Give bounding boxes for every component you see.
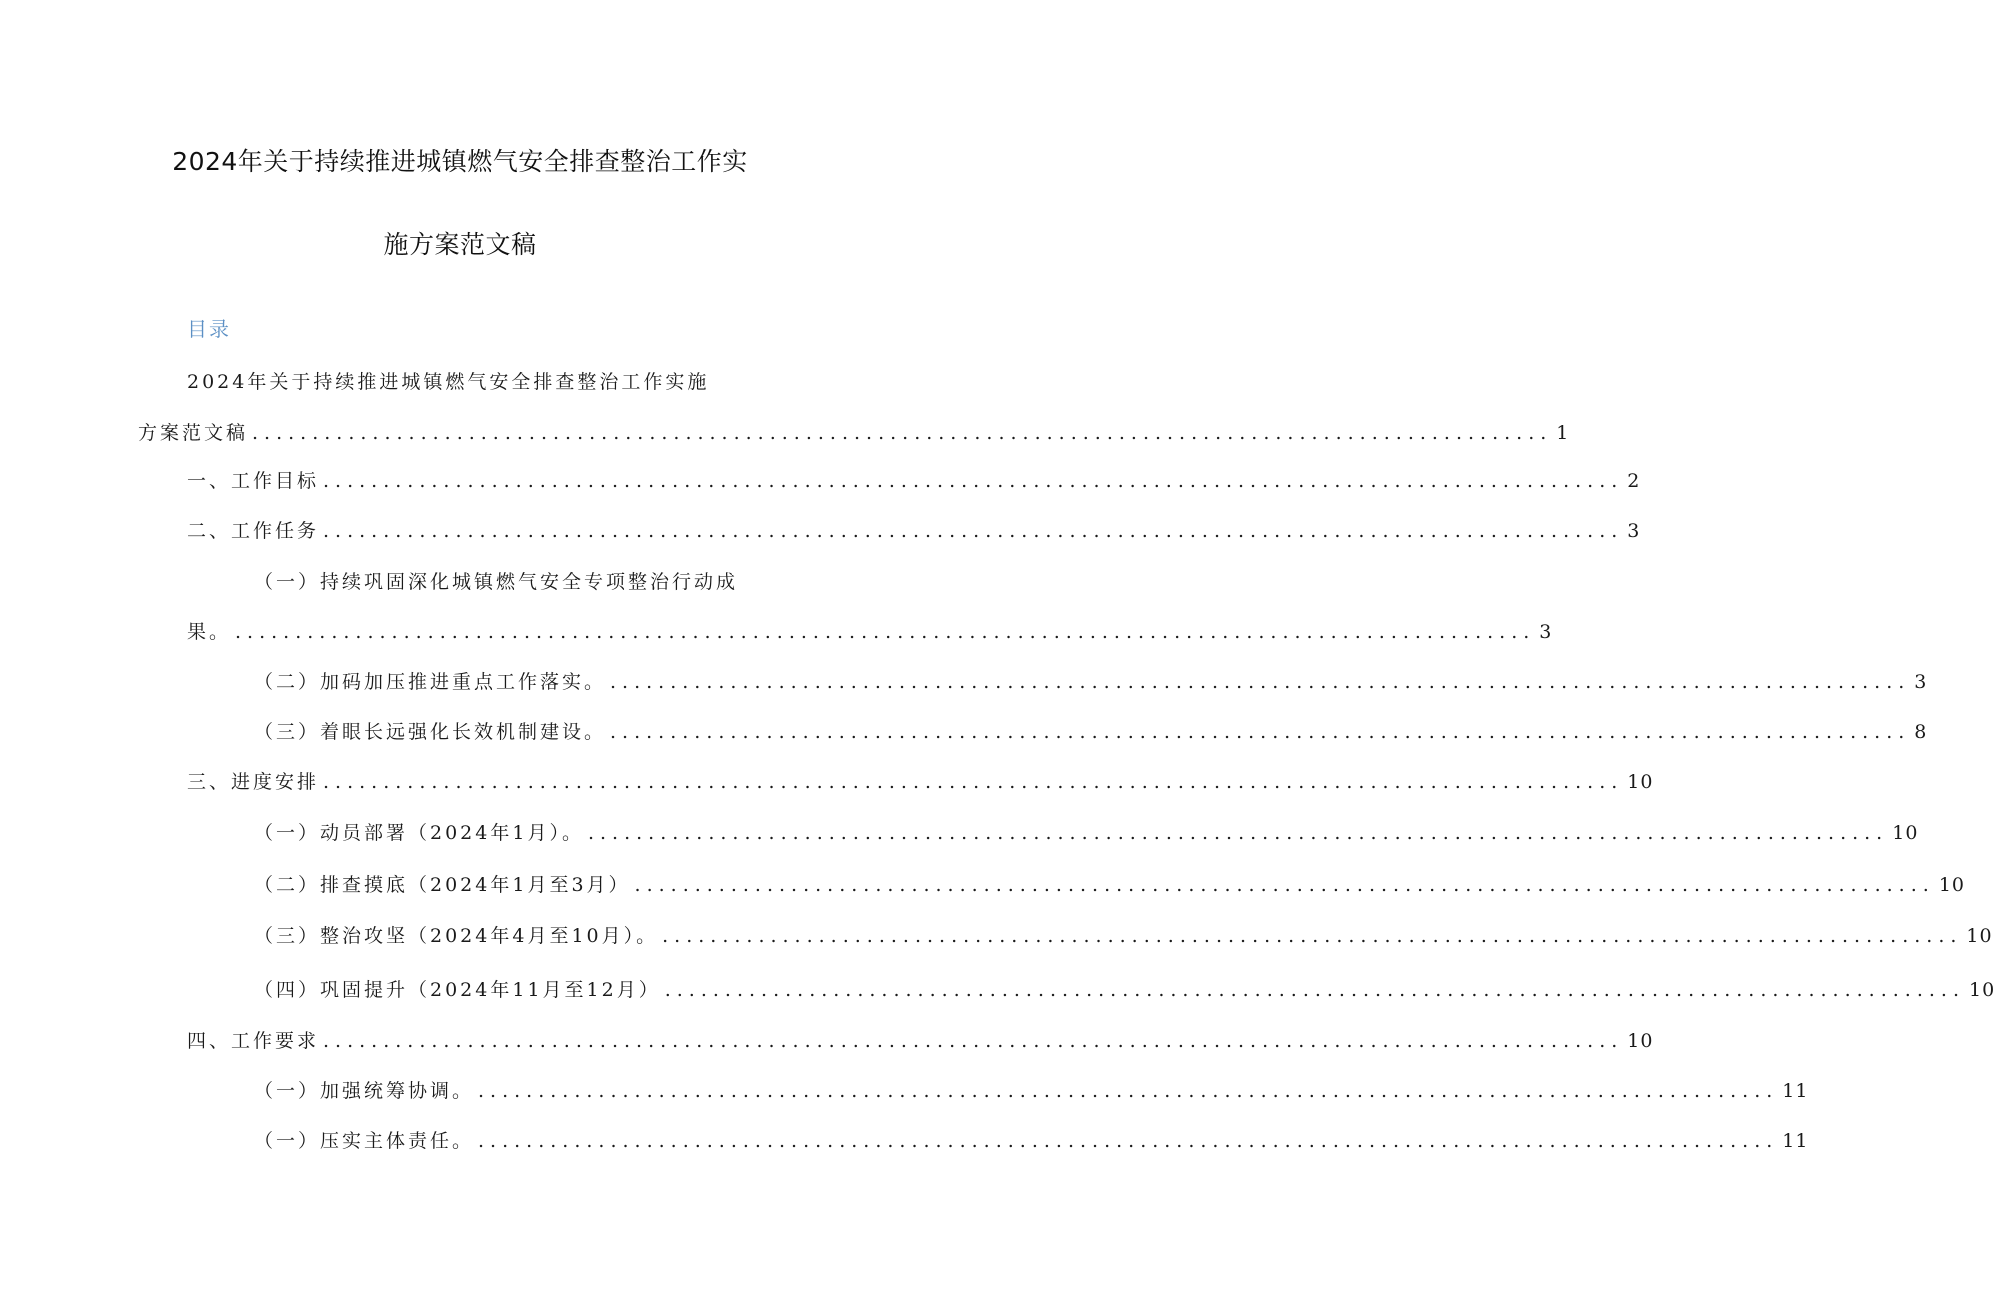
dot-leader: ............................................................................................................: [252, 422, 1553, 444]
toc-heading[interactable]: 目录: [187, 317, 231, 341]
toc-entry-7[interactable]: [254, 818, 1919, 846]
toc-entry-label: 方案范文稿: [138, 422, 249, 444]
dot-leader: ............................................................................................................: [323, 520, 1624, 542]
toc-entry-page: 11: [1782, 1080, 1809, 1102]
dot-leader: ............................................................................................................: [610, 721, 1911, 743]
toc-entry-page: 3: [1627, 520, 1641, 542]
toc-entry-page: 10: [1969, 979, 1995, 1001]
toc-entry-3[interactable]: [187, 617, 1553, 645]
dot-leader: ............................................................................................................: [587, 822, 1889, 844]
toc-entry-label: （二）加码加压推进重点工作落实。: [254, 671, 607, 693]
toc-entry-label: （一）加强统筹协调。: [254, 1080, 475, 1102]
toc-entry-8[interactable]: [254, 870, 1965, 898]
toc-entry-11[interactable]: [187, 1026, 1654, 1054]
toc-entry-9[interactable]: [254, 921, 1993, 949]
toc-entry-label: 三、进度安排: [187, 771, 320, 793]
dot-leader: ............................................................................................................: [323, 771, 1624, 793]
toc-entry-page: 3: [1914, 671, 1928, 693]
toc-entry-page: 11: [1782, 1130, 1809, 1152]
toc-entry-0-line-1[interactable]: 2024年关于持续推进城镇燃气安全排查整治工作实施: [187, 371, 710, 393]
toc-entry-label: 四、工作要求: [187, 1030, 320, 1052]
toc-entry-label: 二、工作任务: [187, 520, 320, 542]
toc-entry-page: 10: [1892, 822, 1919, 844]
dot-leader: ............................................................................................................: [323, 1030, 1624, 1052]
document-title-line-1: 2024年关于持续推进城镇燃气安全排查整治工作实: [172, 147, 748, 176]
toc-entry-label: （四）巩固提升（2024年11月至12月）: [254, 979, 661, 1001]
toc-entry-13[interactable]: [254, 1126, 1809, 1154]
toc-entry-label: （三）整治攻坚（2024年4月至10月）。: [254, 925, 659, 947]
toc-entry-page: 10: [1938, 874, 1965, 896]
toc-entry-6[interactable]: [187, 767, 1654, 795]
toc-entry-label: （一）压实主体责任。: [254, 1130, 475, 1152]
toc-entry-label: （二）排查摸底（2024年1月至3月）: [254, 874, 631, 896]
toc-entry-4[interactable]: [254, 667, 1928, 695]
toc-entry-2[interactable]: [187, 516, 1641, 544]
toc-entry-1[interactable]: [187, 466, 1641, 494]
toc-entry-page: 1: [1556, 422, 1570, 444]
toc-entry-3-line-1[interactable]: （一）持续巩固深化城镇燃气安全专项整治行动成: [254, 571, 739, 593]
toc-entry-label: （一）动员部署（2024年1月）。: [254, 822, 584, 844]
toc-entry-label: 一、工作目标: [187, 470, 320, 492]
dot-leader: ............................................................................................................: [610, 671, 1911, 693]
dot-leader: ............................................................................................................: [634, 874, 1935, 896]
document-title-line-2: 施方案范文稿: [383, 230, 537, 259]
dot-leader: ............................................................................................................: [478, 1130, 1779, 1152]
toc-entry-12[interactable]: [254, 1076, 1809, 1104]
toc-entry-page: 10: [1966, 925, 1993, 947]
toc-entry-label: 果。: [187, 621, 232, 643]
toc-entry-page: 10: [1627, 771, 1654, 793]
toc-entry-page: 3: [1539, 621, 1553, 643]
toc-entry-label: （三）着眼长远强化长效机制建设。: [254, 721, 607, 743]
dot-leader: ............................................................................................................: [323, 470, 1624, 492]
toc-entry-5[interactable]: [254, 717, 1928, 745]
toc-entry-page: 8: [1914, 721, 1928, 743]
dot-leader: ............................................................................................................: [478, 1080, 1779, 1102]
dot-leader: ............................................................................................................: [664, 979, 1965, 1001]
dot-leader: ............................................................................................................: [662, 925, 1963, 947]
dot-leader: ............................................................................................................: [235, 621, 1536, 643]
toc-entry-page: 2: [1627, 470, 1641, 492]
toc-entry-0[interactable]: [138, 418, 1570, 446]
toc-entry-10[interactable]: [254, 975, 1995, 1003]
toc-entry-page: 10: [1627, 1030, 1654, 1052]
